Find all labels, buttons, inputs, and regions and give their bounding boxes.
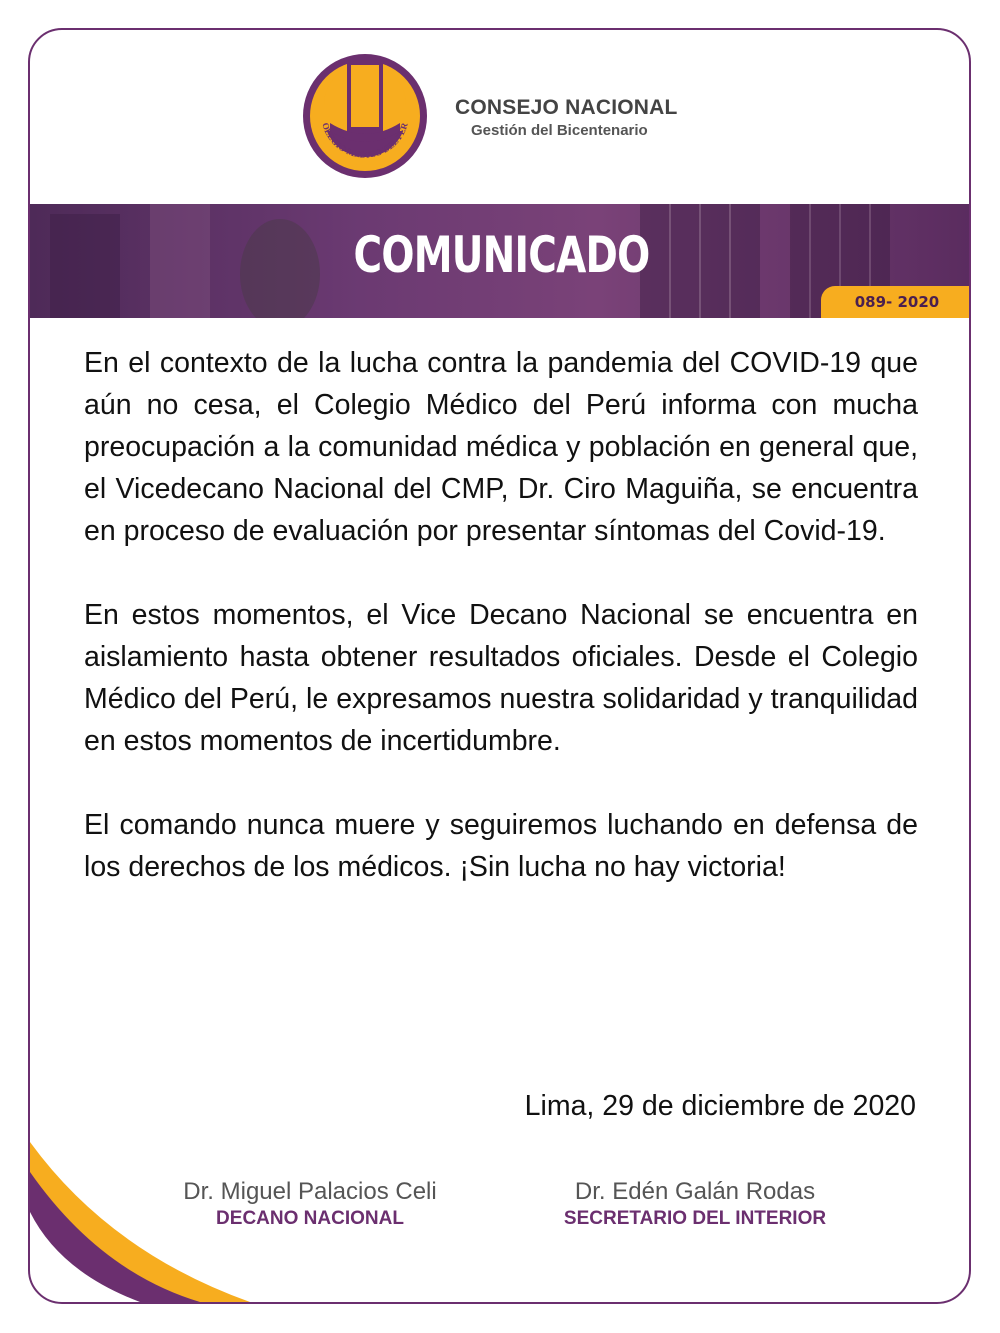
banner-title: COMUNICADO xyxy=(353,226,650,284)
org-name: CONSEJO NACIONAL xyxy=(455,96,678,119)
org-heading xyxy=(455,96,678,139)
communique-date: Lima, 29 de diciembre de 2020 xyxy=(524,1090,916,1122)
title-banner xyxy=(30,204,971,318)
paragraph-1: En el contexto de la lucha contra la pandemia del COVID-19 que aún no cesa, el Colegio Médico del Perú informa con mucha preocupación a la comunidad médica y población en general que, el Vicedecano Nacional del CMP, Dr. Ciro Maguiña, se encuentra en proceso de evaluación por presentar síntomas del Covid-19. xyxy=(84,347,918,547)
paragraph-3: El comando nunca muere y seguiremos luchando en defensa de los derechos de los médicos. ¡Sin lucha no hay victoria! xyxy=(84,809,918,883)
communique-body xyxy=(84,342,918,930)
cmp-logo xyxy=(302,53,428,179)
paragraph-2: En estos momentos, el Vice Decano Nacional se encuentra en aislamiento hasta obtener resultados oficiales. Desde el Colegio Médico del Perú, le expresamos nuestra solidaridad y tranquilidad en estos momentos de incertidumbre. xyxy=(84,599,918,757)
signature-role: SECRETARIO DEL INTERIOR xyxy=(563,1208,827,1229)
communique-card xyxy=(28,28,971,1304)
svg-text:COLEGIO MEDICO DEL PERU: OLEGIO MEDICO DEL PER xyxy=(320,121,410,160)
signature-role: DECANO NACIONAL xyxy=(216,1208,404,1229)
corner-swoosh-decoration xyxy=(30,1142,260,1302)
org-subtitle: Gestión del Bicentenario xyxy=(471,122,648,139)
signature-secretary xyxy=(545,1178,845,1230)
signature-name: Dr. Miguel Palacios Celi xyxy=(183,1178,437,1205)
signature-name: Dr. Edén Galán Rodas xyxy=(574,1178,816,1205)
communique-number-badge: 089- 2020 xyxy=(821,286,971,318)
